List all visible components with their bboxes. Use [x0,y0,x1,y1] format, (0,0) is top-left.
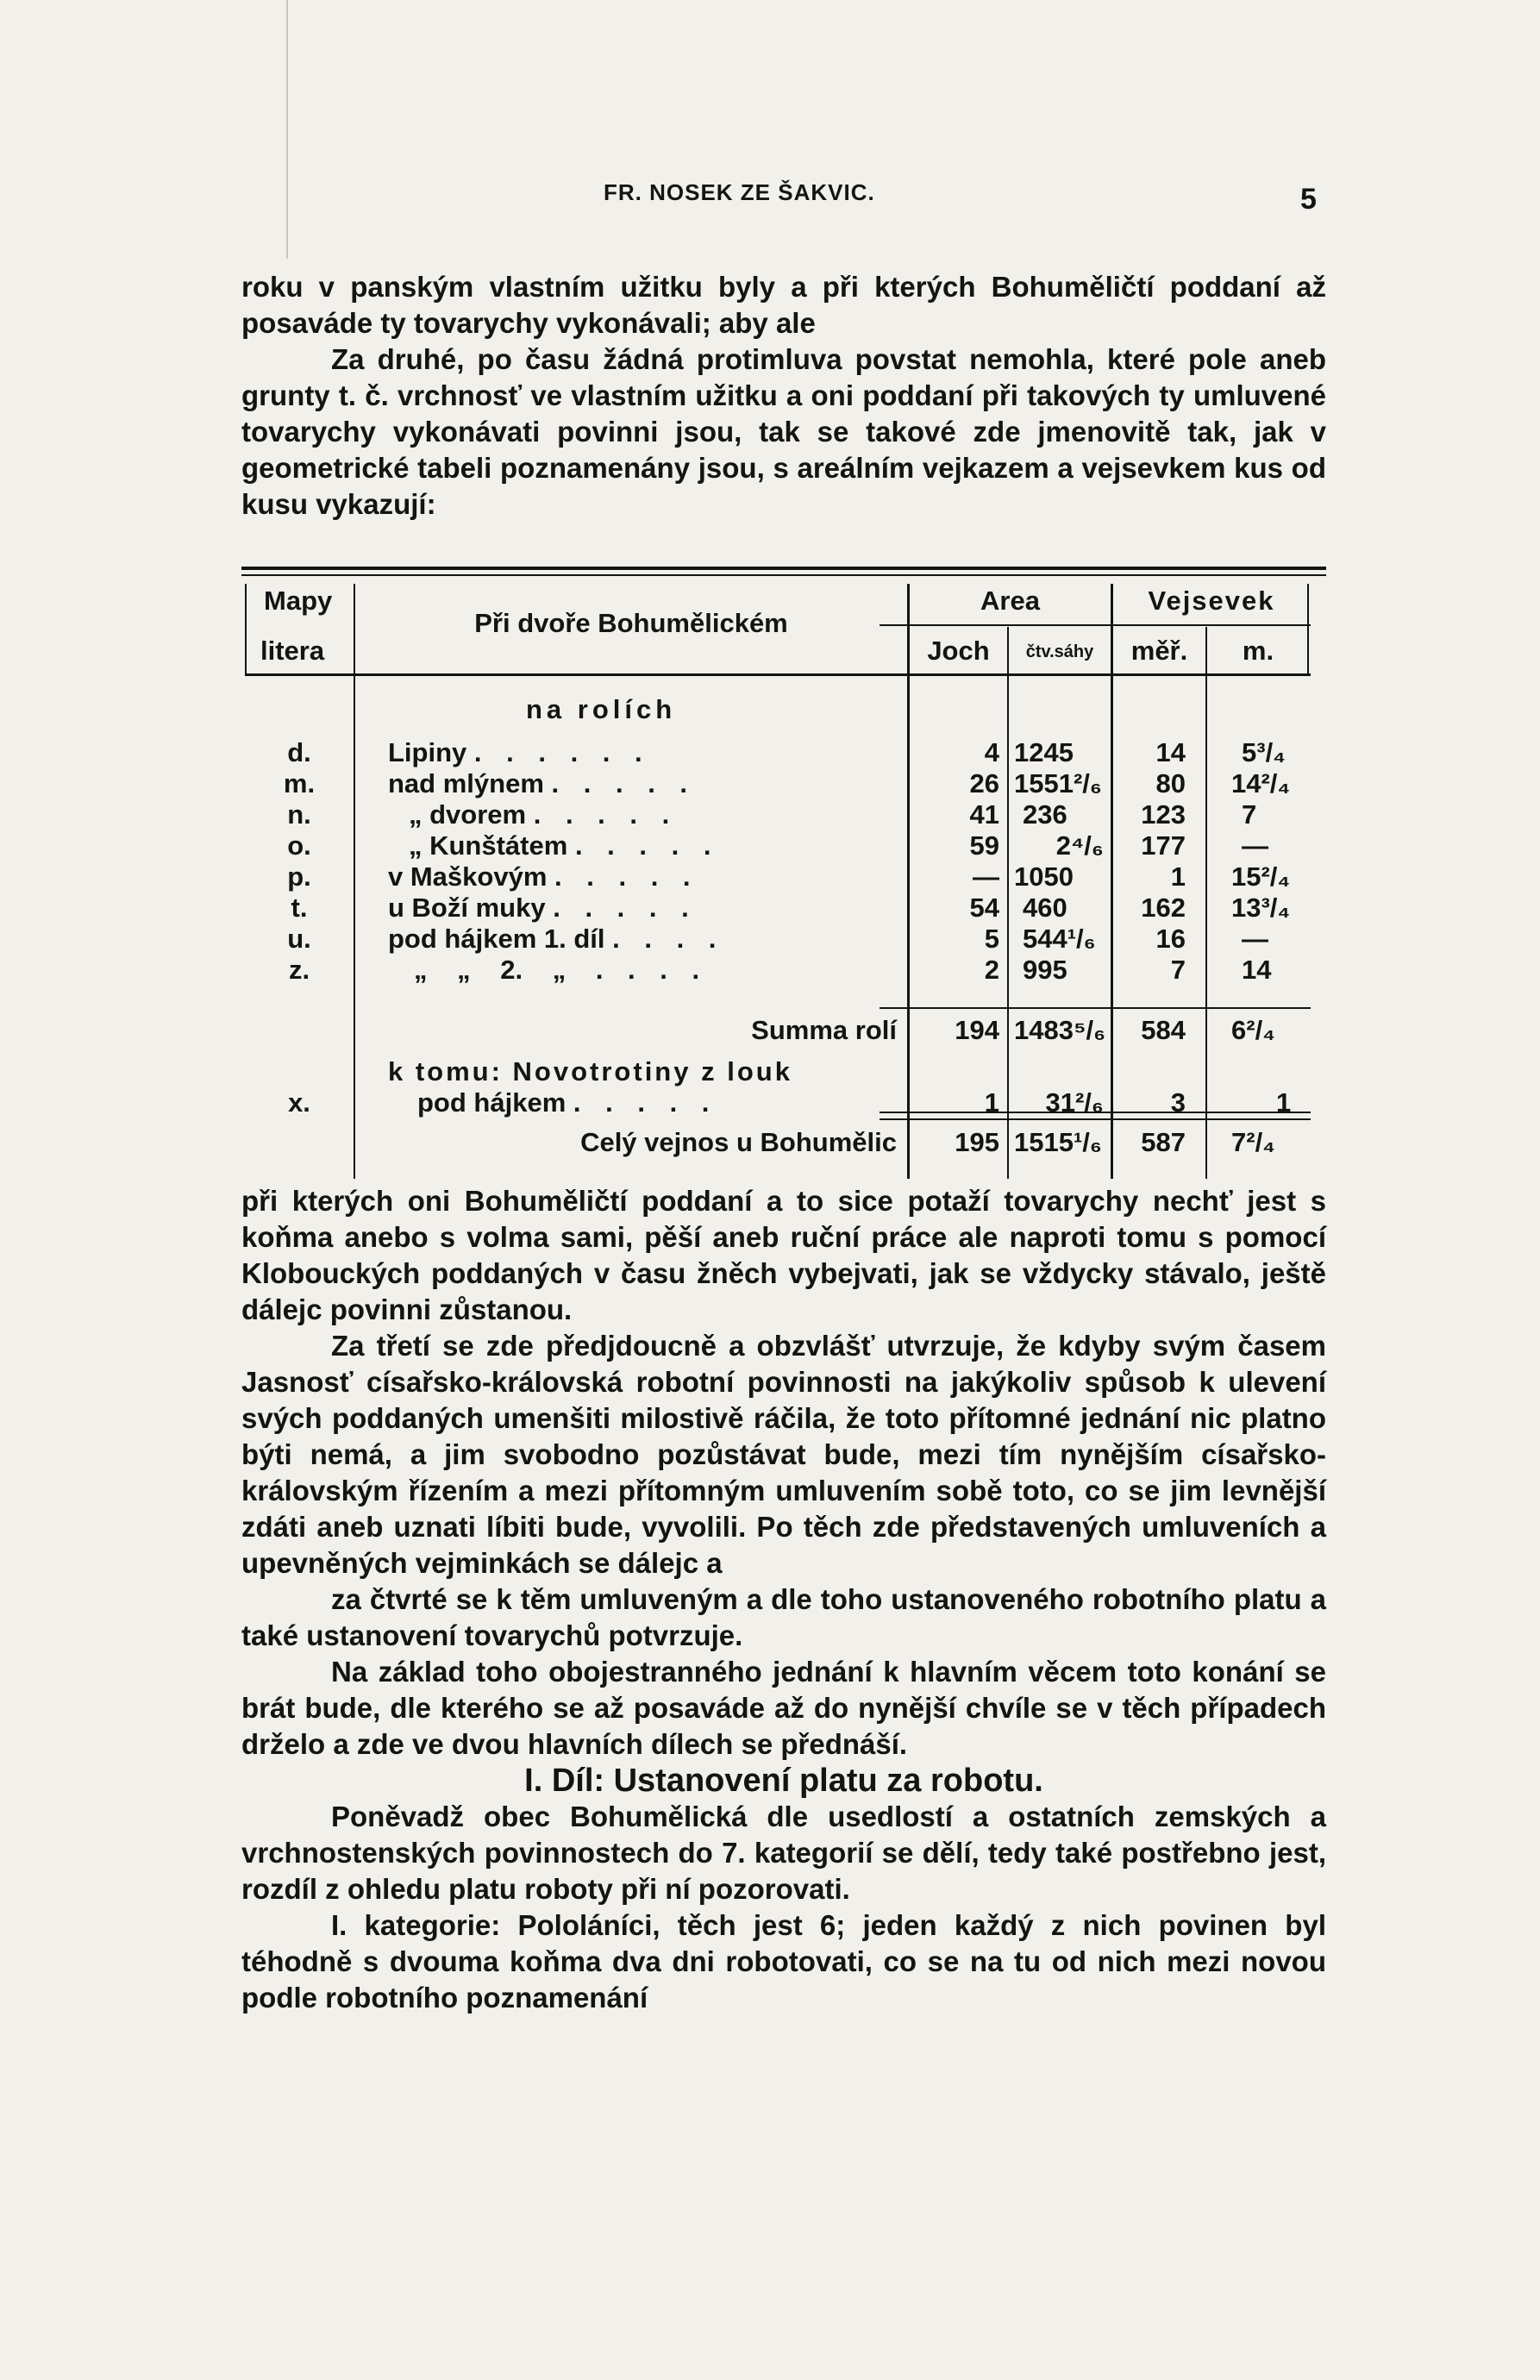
summa-label: Summa rolí [751,1015,897,1045]
row-mer: 1 [1170,861,1186,892]
row-joch: 59 [969,830,999,861]
row-mer: 16 [1155,924,1186,954]
row-name: nad mlýnem . . . . . [388,768,697,799]
row-mer: 123 [1141,799,1186,830]
row-litera: u. [287,924,311,954]
table-top-rule-thin [241,574,1326,576]
paragraph: roku v panským vlastním užitku byly a při kterých Bohuměličtí poddaní až posaváde ty tovarychy vykonávali; aby ale [241,271,1326,339]
addition-litera: x. [288,1087,310,1118]
row-joch: 5 [984,924,999,954]
header-m: m. [1242,636,1274,666]
row-sahy: 995 [1023,955,1067,985]
row-joch: 41 [969,799,999,830]
total-m: 7²/₄ [1231,1127,1275,1157]
header-mapy: Mapy [264,586,333,616]
paragraph: I. kategorie: Pololáníci, těch jest 6; jeden každý z nich povinen byl téhodně s dvouma koňma dva dni robotovati, co se na tu od nich mezi novou podle robotního poznamenání [241,1909,1326,2014]
row-m: — [1242,924,1268,954]
row-name: „ Kunštátem . . . . . [409,830,720,861]
row-m: 14 [1242,955,1272,985]
summa-sahy: 1483⁵/₆ [1014,1015,1106,1045]
addition-m: 1 [1276,1087,1292,1118]
row-sahy: 460 [1023,892,1067,923]
row-joch: 26 [969,768,999,799]
addition-mer: 3 [1170,1087,1186,1118]
row-litera: m. [283,768,316,799]
top-text [241,269,1326,523]
header-area: Area [980,586,1040,616]
paragraph: Na základ toho obojestranného jednání k hlavním věcem toto konání se brát bude, dle kterého se až posaváde až do nynější chvíle se v těch případech drželo a zde ve dvou hlavních dílech se přednáší. [241,1656,1326,1760]
row-m: 5³/₄ [1242,737,1286,767]
section-heading: I. Díl: Ustanovení platu za robotu. [524,1763,1043,1799]
section-title: na rolích [526,694,677,724]
row-name: „ dvorem . . . . . [409,799,679,830]
row-mer: 80 [1155,768,1186,799]
row-m: 15²/₄ [1231,861,1291,892]
row-mer: 162 [1141,892,1186,923]
row-sahy: 544¹/₆ [1023,924,1096,954]
row-sahy: 1050 [1014,861,1074,892]
scan-artifact-line [286,0,288,259]
area-subheader-rule [880,624,1311,626]
row-m: 14²/₄ [1231,768,1291,799]
paragraph: Za třetí se zde předjdoucně a obzvlášť utvrzuje, že kdyby svým časem Jasnosť císařsko-královská robotní povinnosti na jakýkoliv spůsob k ulevení svých poddaných umenšiti milostivě ráčila, že toto přítomné jednání nic platno býti nemá, a jim svobodno pozůstávat bude, mezi tím nynějším císařsko-královským řízením a mezi přítomným umluvením sobě toto, co se jim levnější zdáti aneb uznati líbiti bude, vyvolili. Po těch zde představených umluveních a upevněných vejminkách se dálejc a [241,1330,1326,1579]
total-label: Celý vejnos u Bohumělic [580,1127,897,1157]
header-vejsevek: Vejsevek [1148,586,1275,616]
total-sahy: 1515¹/₆ [1014,1127,1102,1157]
total-mer: 587 [1141,1127,1186,1157]
row-name: „ „ 2. „ . . . . [414,955,709,985]
addition-rule-2 [880,1118,1311,1120]
row-m: 7 [1242,799,1257,830]
row-litera: n. [287,799,311,830]
row-joch: 4 [984,737,999,767]
paragraph: Za druhé, po času žádná protimluva povstat nemohla, které pole aneb grunty t. č. vrchnosť ve vlastním užitku a oni poddaní při takových ty umluvené tovarychy vykonávati povinni jsou, tak se takové zde jmenovitě tak, jak v geometrické tabeli poznamenány jsou, s areálním vejkazem a vejsevkem kus od kusu vykazují: [241,343,1326,520]
row-litera: d. [287,737,311,767]
row-mer: 177 [1141,830,1186,861]
row-sahy: 1551²/₆ [1014,768,1102,799]
header-ctv-sahy: čtv.sáhy [1025,642,1094,661]
summa-top-rule [880,1007,1311,1009]
mer-rule [1205,627,1207,1179]
row-joch: 2 [984,955,999,985]
row-m: — [1242,830,1268,861]
total-joch: 195 [955,1127,999,1157]
addition-joch: 1 [984,1087,999,1118]
table-top-rule [241,567,1326,570]
addition-name: pod hájkem . . . . . [417,1087,718,1118]
summa-mer: 584 [1141,1015,1186,1045]
summa-m: 6²/₄ [1231,1015,1275,1045]
row-mer: 14 [1155,737,1186,767]
row-name: pod hájkem 1. díl . . . . [388,924,725,954]
row-litera: o. [287,830,311,861]
row-name: u Boží muky . . . . . [388,892,698,923]
table-left-rule [245,584,247,673]
row-joch: 54 [969,892,999,923]
header-joch: Joch [927,636,990,666]
header-mer: měř. [1130,636,1188,666]
field-table [241,567,1326,1179]
header-litera: litera [260,636,325,666]
paragraph: za čtvrté se k těm umluveným a dle toho ustanoveného robotního platu a také ustanovení tovarychů potvrzuje. [241,1583,1326,1651]
row-litera: z. [288,955,310,985]
summa-joch: 194 [955,1015,999,1045]
paragraph: při kterých oni Bohuměličtí poddaní a to sice potaží tovarychy nechť jest s koňma anebo s volma sami, pěší aneb ruční práce ale naproti tomu s pomocí Klobouckých poddaných v času žněch vybejvati, jak se vždycky stávalo, ještě dálejc povinni zůstanou. [241,1185,1326,1325]
litera-rule [354,584,355,1179]
header-bottom-rule [245,673,1311,676]
row-mer: 7 [1170,955,1186,985]
row-litera: p. [287,861,311,892]
row-sahy: 1245 [1014,737,1074,767]
row-m: 13³/₄ [1231,892,1291,923]
row-litera: t. [291,892,308,923]
row-name: v Maškovým . . . . . [388,861,699,892]
running-title: FR. NOSEK ZE ŠAKVIC. [604,179,875,205]
row-name: Lipiny . . . . . . [388,737,651,767]
page-number: 5 [1300,183,1317,216]
row-sahy: 2⁴/₆ [1055,830,1104,861]
after-text [241,1183,1326,2016]
row-sahy: 236 [1023,799,1067,830]
header-dvur: Při dvoře Bohumělickém [474,608,788,638]
addition-sahy: 31²/₆ [1045,1087,1104,1118]
row-joch: — [973,861,999,892]
paragraph: Poněvadž obec Bohumělická dle usedlostí a ostatních zemských a vrchnostenských povinnostech do 7. kategorií se dělí, tedy také postřebno jest, rozdíl z ohledu platu roboty při ní pozorovati. [241,1801,1326,1905]
addition-line: k tomu: Novotrotiny z louk [388,1056,792,1087]
